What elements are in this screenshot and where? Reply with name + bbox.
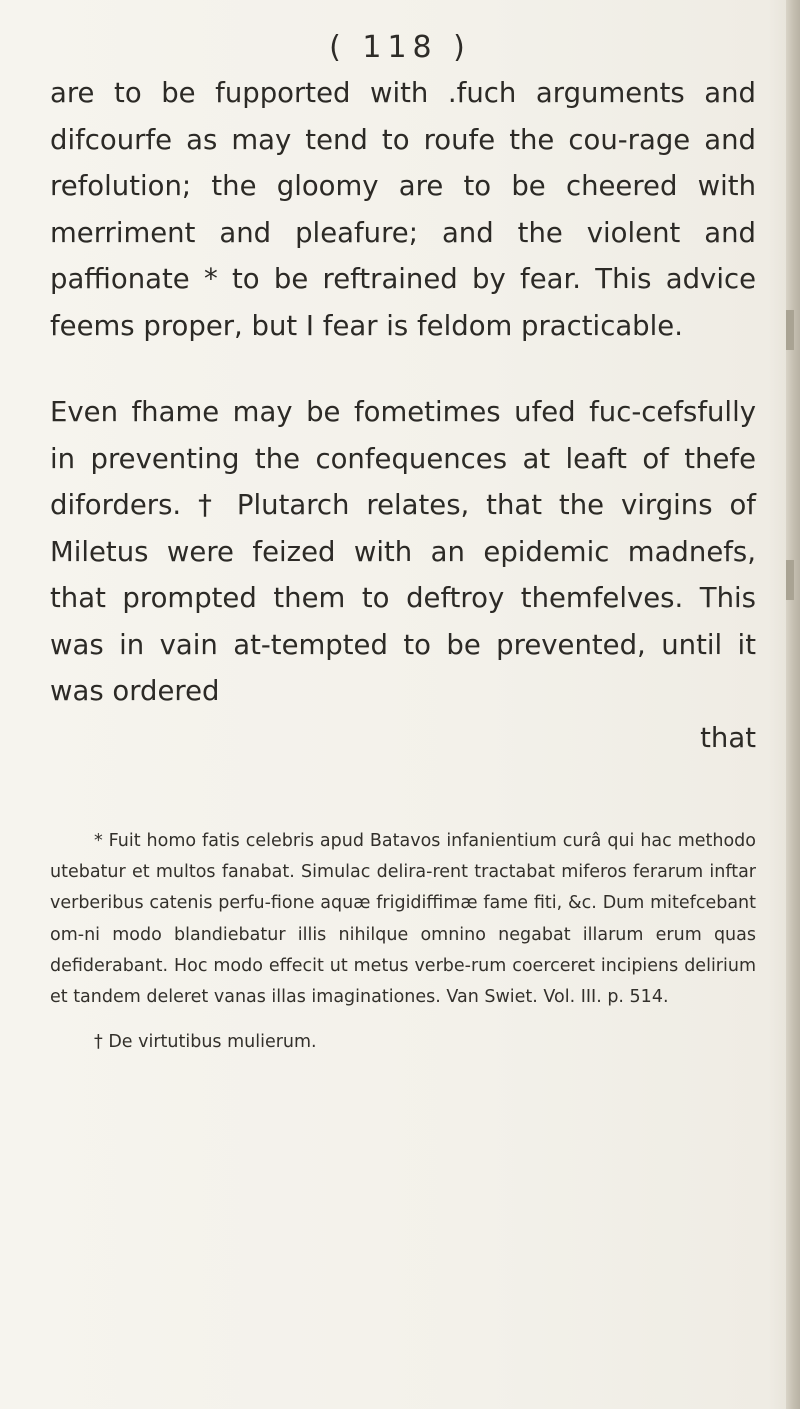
page-edge bbox=[786, 0, 800, 1409]
main-text bbox=[50, 70, 756, 761]
footnote-1: * Fuit homo fatis celebris apud Batavos infanientium curâ qui hac methodo utebatur et multos fanabat. Simulac delira-rent tractabat miferos ferarum inftar verberibus catenis perfu-fione aquæ frigidiffimæ fame fiti, &c. Dum mitefcebant om-ni modo blandiebatur illis nihilque omnino negabat illarum erum quas defiderabant. Hoc modo effecit ut metus verbe-rum coerceret incipiens delirium et tandem deleret vanas illas imaginationes. Van Swiet. Vol. III. p. 514. bbox=[50, 831, 756, 1008]
footnote-2: † De virtutibus mulierum. bbox=[94, 1032, 317, 1053]
paragraph-2: Even fhame may be fometimes ufed fuc-cefsfully in preventing the confequences at leaft of thefe diforders. † Plutarch relates, that the virgins of Miletus were feized with an epidemic madnefs, that prompted them to deftroy themfelves. This was in vain at-tempted to be prevented, until it was ordered bbox=[50, 396, 756, 707]
footnotes bbox=[50, 826, 756, 1058]
catchword: that bbox=[700, 721, 756, 754]
page-edge-mark bbox=[786, 310, 794, 350]
paragraph-1: are to be fupported with .fuch arguments and difcourfe as may tend to roufe the cou-rage and refolution; the gloomy are to be cheered with merriment and pleafure; and the violent and paffionate * to be reftrained by fear. This advice feems proper, but I fear is feldom practicable. bbox=[50, 77, 756, 342]
page-edge-mark bbox=[786, 560, 794, 600]
page-number: ( 118 ) bbox=[329, 30, 471, 65]
